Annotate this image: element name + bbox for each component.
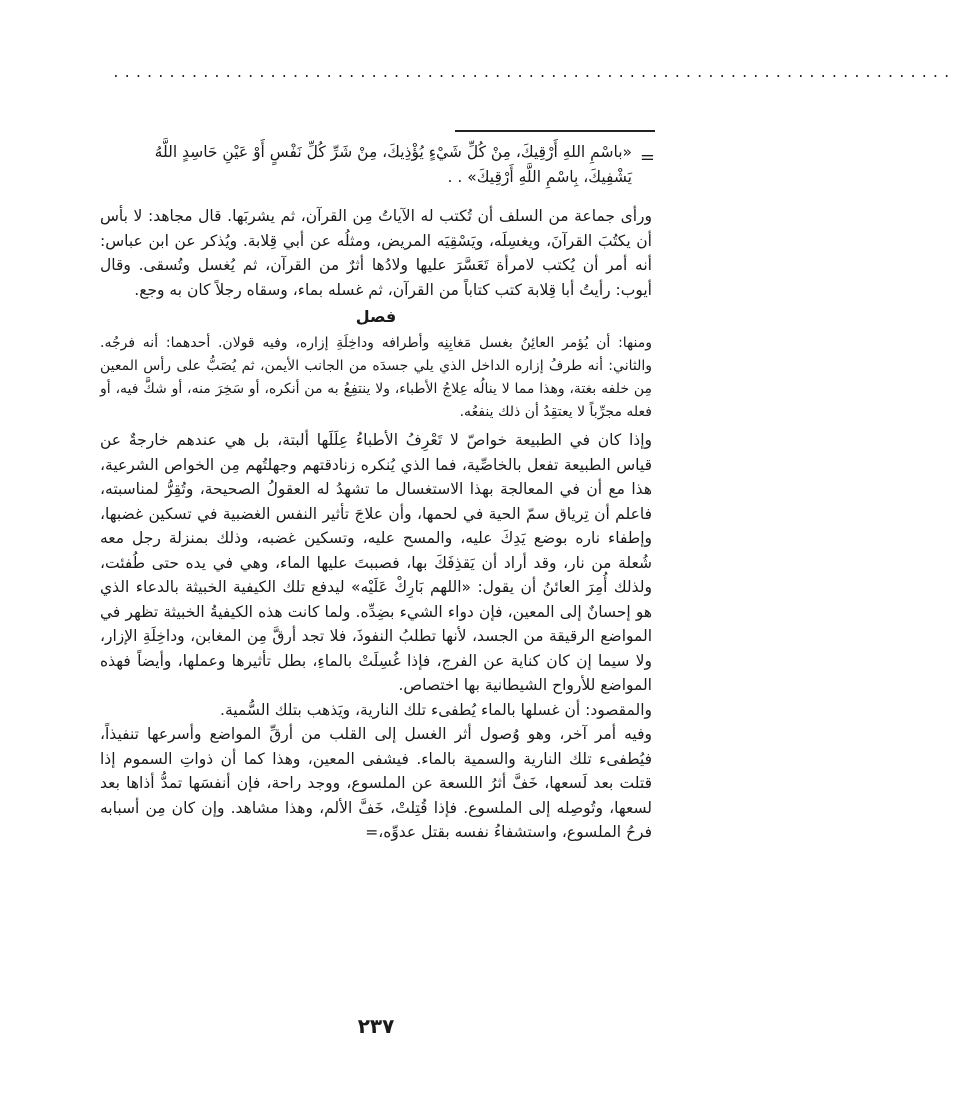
footnote-line-1: «باسْمِ اللهِ أَرْقِيكَ، مِنْ كُلِّ شَيْءٍ يُؤْذِيكَ، مِنْ شَرِّ كُلِّ نَفْسٍ أَوْ عَيْنِ حَاسِدٍ اللَّهُ [154,143,632,161]
section-heading: فصل [355,307,397,326]
paragraph-purpose: والمقصود: أن غسلها بالماء يُطفىء تلك النارية، ويَذهب بتلك السُّمية. [220,700,652,719]
main-text [100,204,652,845]
footnote-separator-rule [455,130,655,132]
continuation-mark: = [639,147,655,168]
paragraph-natural-properties: وإذا كان في الطبيعة خواصّ لا تَعْرِفُ الأطباءُ عِلَلَها ألبتة، بل هي عندهم خارجةٌ عن قياس الطبيعة تفعل بالخاصِّية، فما الذي يُنكره زنادقتهم وجهلتُهم مِن الخواص الشرعية، هذا مع أن في المعالجة بهذا الاستغسال ما تشهدُ له العقولُ الصحيحة، وتُقِرُّ لمناسبته، فاعلم أن تِرياق سمّ الحية في لحمها، وأن علاجَ تأثير النفس الغضبية في تسكين غضبها، وإطفاء ناره بوضع يَدِكَ عليه، والمسح عليه، وتسكين غضبه، وذلك بمنزلة رجل معه شُعلة من نار، وقد أراد أن يَقذِفَكَ بها، فصببتَ عليها الماء، وهي في يده حتى طُفئت، ولذلك أُمِرَ العائنُ أن يقول: «اللهم بَارِكْ عَلَيْه» ليدفع تلك الكيفية الخبيثة بالدعاء الذي هو إحسانٌ إلى المعين، فإن دواء الشيء بضِدِّه. ولما كانت هذه الكيفيةُ الخبيثة تظهر في المواضع الرقيقة من الجسد، لأنها تطلبُ النفوذَ، فلا تجد أرقَّ مِن المغابن، وداخِلَةِ الإزار، ولا سيما إن كان كناية عن الفرج، فإذا غُسِلَتْ بالماءِ، بطل تأثيرها وعملها، وأيضاً فهذه المواضع للأرواح الشيطانية بها اختصاص. [100,431,652,694]
header-dotted-line: ........................................................................... [112,66,954,81]
page-number: ٢٣٧ [357,1014,395,1038]
footnote-line-2: يَشْفِيكَ، بِاسْمِ اللَّهِ أَرْقِيكَ» . . [447,168,632,186]
paragraph-another-matter: وفيه أمر آخر، وهو وُصول أثر الغسل إلى القلب من أرقِّ المواضع وأسرعها تنفيذاً، فيُطفىء تلك النارية والسمية بالماء. فيشفى المعين، وهذا كما أن ذواتِ السموم إذا قتلت بعد لَسعها، خَفَّ أثرُ اللسعة عن الملسوع، ووجد راحة، فإن أنفسَها تمدُّ أذاها بعد لسعها، وتُوصِله إلى الملسوع. فإذا قُتِلتْ، خَفَّ الألم، وهذا مشاهد. وإن كان مِن أسبابه فرحُ الملسوع، واستشفاءُ نفسه بقتل عدوِّه،= [100,725,652,841]
paragraph-quran-writing: ورأى جماعة من السلف أن تُكتب له الآياتُ مِن القرآن، ثم يشربَها. قال مجاهد: لا بأس أن يكتُبَ القرآنَ، ويغسِلَه، ويَسْقِيَه المريض، ومثلُه عن أبي قِلابة. ويُذكر عن ابن عباس: أنه أمر أن يُكتب لامرأة تَعَسَّرَ عليها ولادُها أثرٌ من القرآن، ثم يُغسل وتُسقى. وقال أيوب: رأيتُ أبا قِلابة كتب كتاباً من القرآن، ثم غسله بماء، وسقاه رجلاً كان به وجع. [100,207,652,299]
paragraph-washing-instruction: ومنها: أن يُؤمر العائِنُ بغسل مَغابِنِه وأطرافه وداخِلَةِ إزاره، وفيه قولان. أحدهما: أنه فرجُه. والثاني: أنه طرفُ إزاره الداخل الذي يلي جسدَه من الجانب الأيمن، ثم يُصَبُّ على رأس المعين مِن خلفه بغتة، وهذا مما لا ينالُه عِلاجُ الأطباء، ولا ينتفِعُ به من أنكره، أو سَخِرَ منه، أو شكَّ فيه، أو فعله مجرِّباً لا يعتقِدُ أن ذلك ينفعُه. [100,335,652,420]
footnote-continuation [112,140,632,190]
